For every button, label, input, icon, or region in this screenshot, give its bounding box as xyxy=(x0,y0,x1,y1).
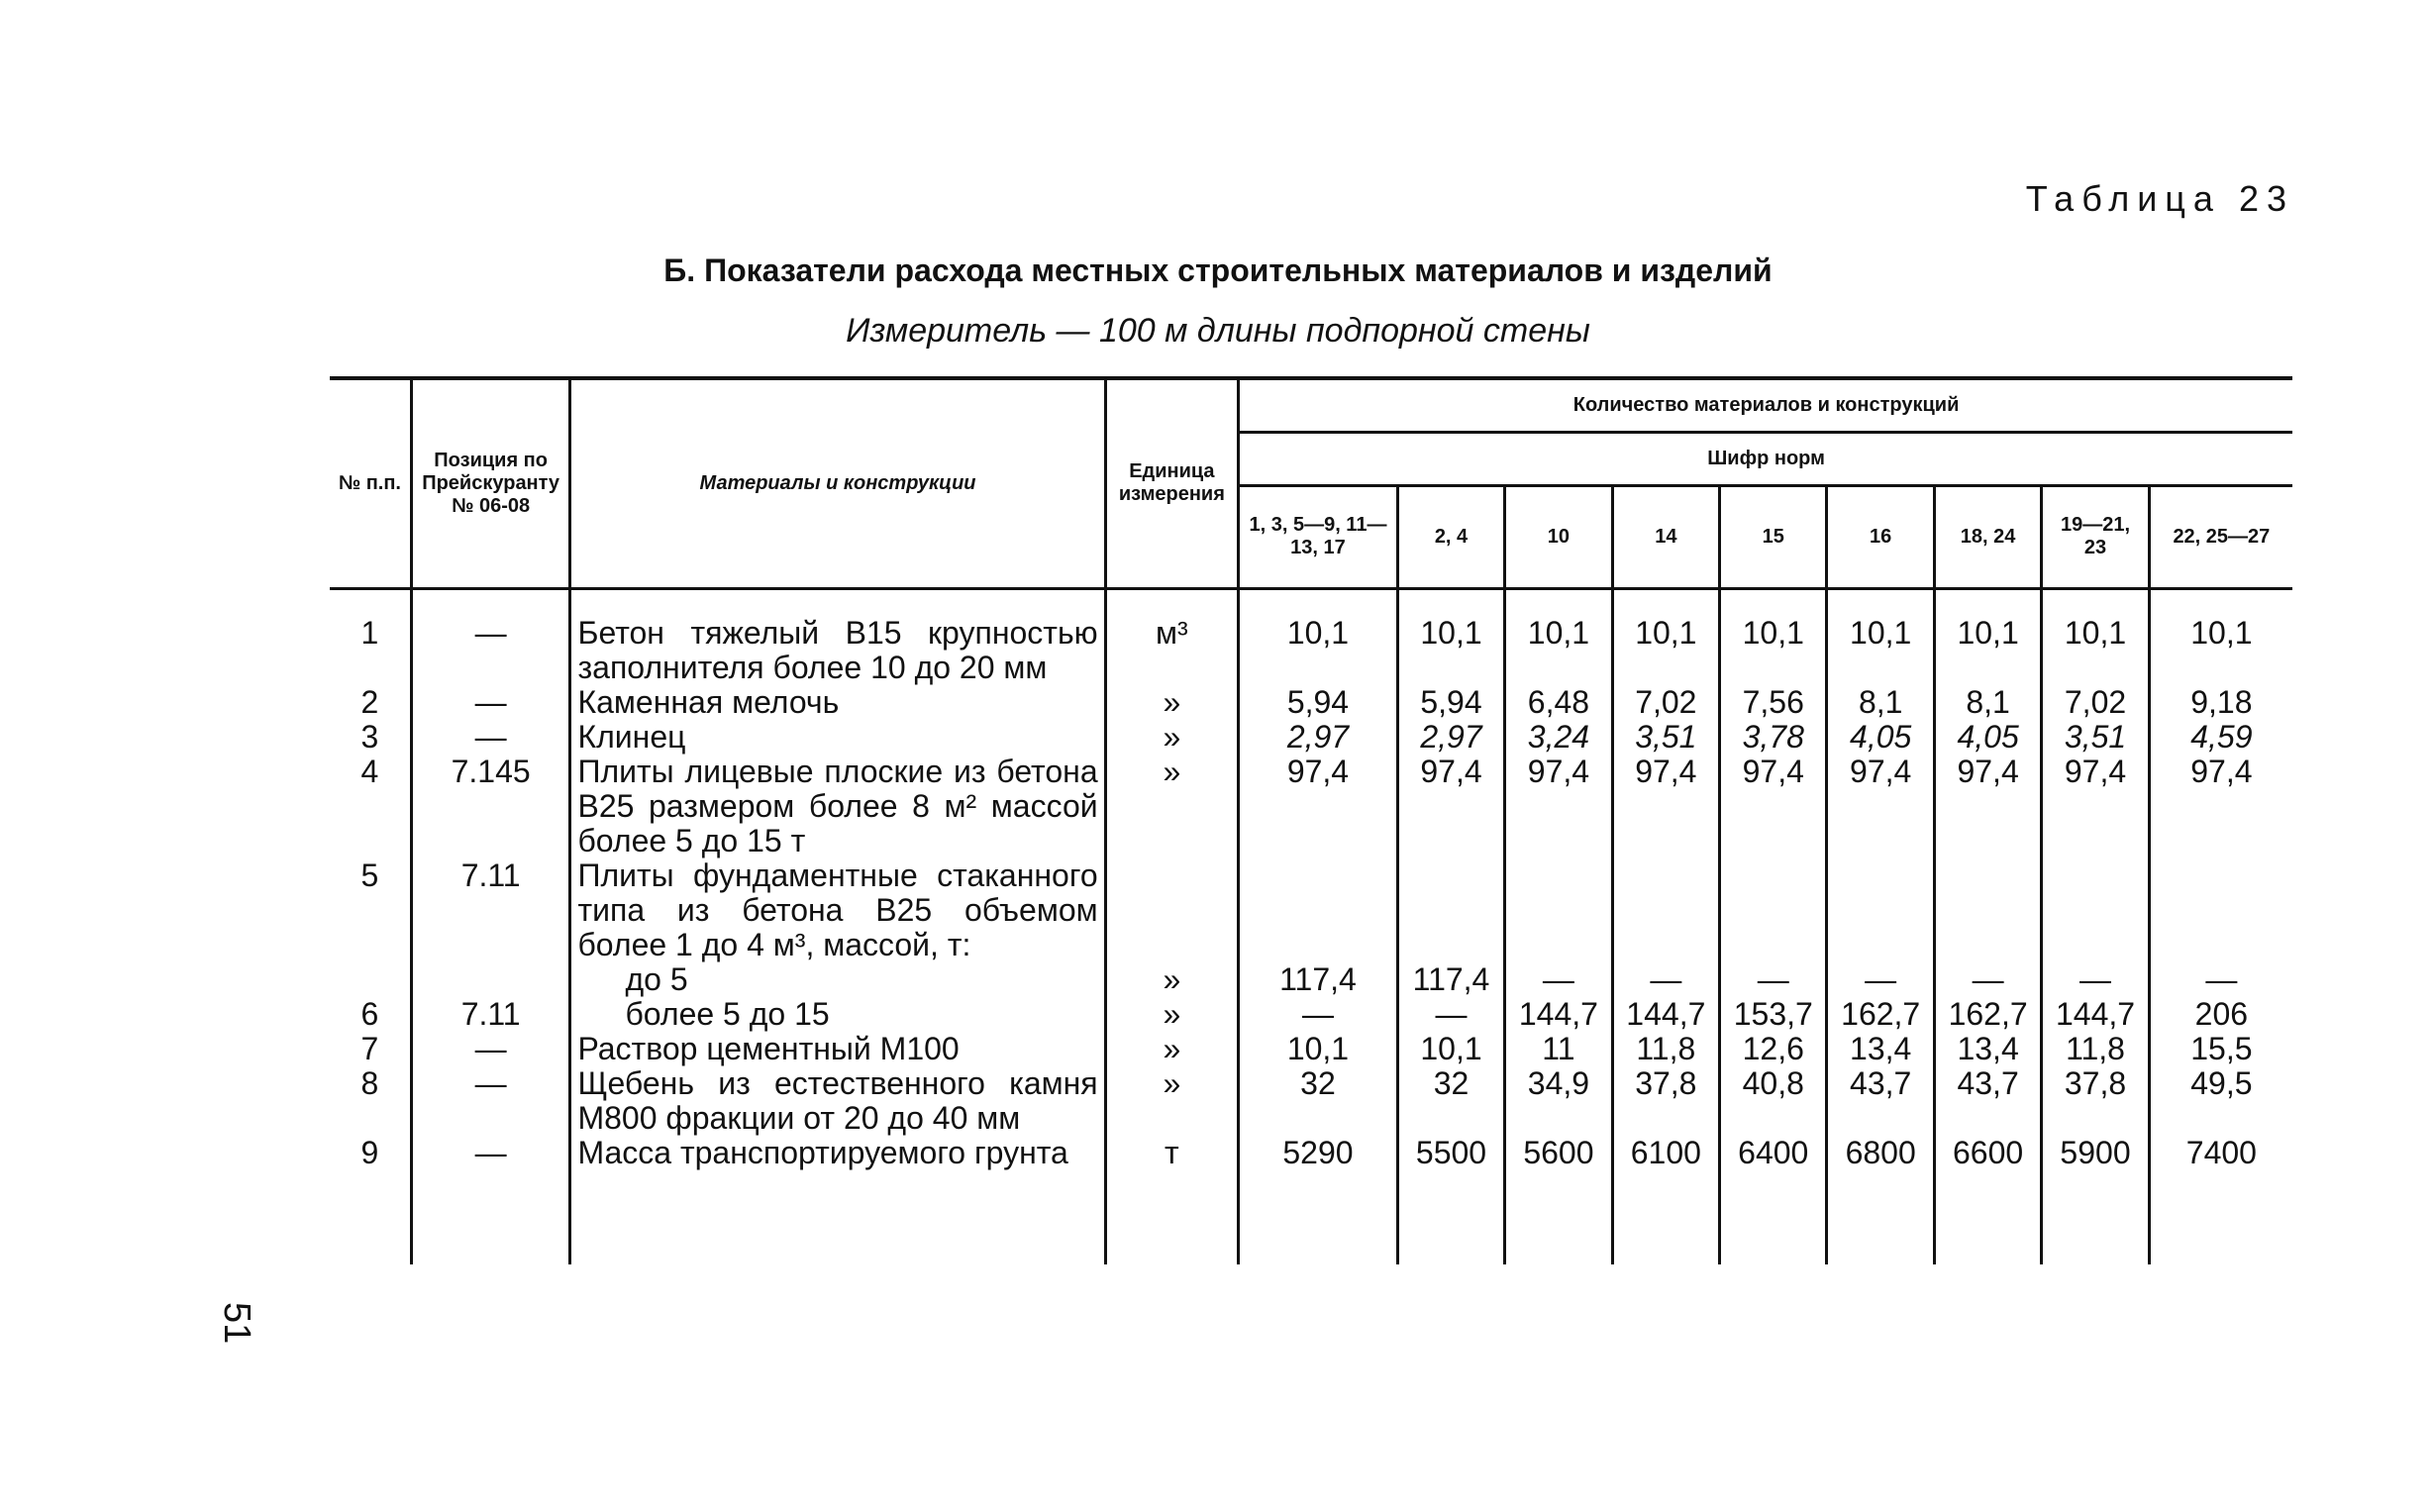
row-value: 32 xyxy=(1239,1066,1398,1136)
row-value xyxy=(2042,858,2149,962)
row-value: 144,7 xyxy=(1505,997,1612,1032)
row-unit: » xyxy=(1105,997,1239,1032)
row-value xyxy=(1397,858,1504,962)
row-value xyxy=(1934,858,2041,962)
row-value: 7,56 xyxy=(1720,685,1827,720)
row-number: 4 xyxy=(330,755,411,858)
row-unit: т xyxy=(1105,1136,1239,1264)
row-value: 12,6 xyxy=(1720,1032,1827,1066)
row-value: 97,4 xyxy=(2042,755,2149,858)
row-value: 40,8 xyxy=(1720,1066,1827,1136)
row-value: 37,8 xyxy=(1612,1066,1719,1136)
row-value: 97,4 xyxy=(2149,755,2292,858)
row-number: 1 xyxy=(330,588,411,685)
row-value: 6,48 xyxy=(1505,685,1612,720)
row-position xyxy=(411,962,570,997)
row-value: 3,51 xyxy=(2042,720,2149,755)
header-position: Позиция по Прейскуранту № 06-08 xyxy=(411,378,570,588)
header-code: 22, 25—27 xyxy=(2149,485,2292,588)
row-position: — xyxy=(411,1032,570,1066)
row-position: 7.11 xyxy=(411,858,570,962)
row-value: — xyxy=(2149,962,2292,997)
row-value: 5900 xyxy=(2042,1136,2149,1264)
table-row xyxy=(330,720,2292,755)
row-unit: м³ xyxy=(1105,588,1239,685)
row-value: 32 xyxy=(1397,1066,1504,1136)
row-number xyxy=(330,962,411,997)
header-materials: Материалы и конструкции xyxy=(570,378,1105,588)
row-material: до 5 xyxy=(570,962,1105,997)
row-number: 6 xyxy=(330,997,411,1032)
row-value: — xyxy=(1612,962,1719,997)
row-value: 7400 xyxy=(2149,1136,2292,1264)
header-code: 10 xyxy=(1505,485,1612,588)
row-value: 97,4 xyxy=(1505,755,1612,858)
row-value: — xyxy=(1934,962,2041,997)
row-value: 6400 xyxy=(1720,1136,1827,1264)
row-value: 10,1 xyxy=(2149,588,2292,685)
row-value: 3,78 xyxy=(1720,720,1827,755)
header-code: 16 xyxy=(1827,485,1934,588)
row-value: 10,1 xyxy=(1934,588,2041,685)
row-value: 5290 xyxy=(1239,1136,1398,1264)
row-value: 5,94 xyxy=(1239,685,1398,720)
row-value: — xyxy=(1397,997,1504,1032)
row-value: 206 xyxy=(2149,997,2292,1032)
row-value: 162,7 xyxy=(1827,997,1934,1032)
row-value: 13,4 xyxy=(1827,1032,1934,1066)
row-material: Масса транспортируемого грунта xyxy=(570,1136,1105,1264)
table-row xyxy=(330,1066,2292,1136)
header-num: № п.п. xyxy=(330,378,411,588)
row-value: 7,02 xyxy=(2042,685,2149,720)
row-material: более 5 до 15 xyxy=(570,997,1105,1032)
row-value: 5,94 xyxy=(1397,685,1504,720)
row-value: 2,97 xyxy=(1397,720,1504,755)
row-value: 15,5 xyxy=(2149,1032,2292,1066)
row-unit: » xyxy=(1105,962,1239,997)
row-value: 7,02 xyxy=(1612,685,1719,720)
row-number: 8 xyxy=(330,1066,411,1136)
row-value: 37,8 xyxy=(2042,1066,2149,1136)
row-value xyxy=(1612,858,1719,962)
row-value: 5500 xyxy=(1397,1136,1504,1264)
row-value: 10,1 xyxy=(1612,588,1719,685)
row-position: 7.145 xyxy=(411,755,570,858)
row-value: 11 xyxy=(1505,1032,1612,1066)
row-unit: » xyxy=(1105,755,1239,858)
row-value: — xyxy=(1827,962,1934,997)
row-material: Плиты лицевые плоские из бетона В25 размером более 8 м² массой более 5 до 15 т xyxy=(570,755,1105,858)
table-row xyxy=(330,858,2292,962)
row-value: 9,18 xyxy=(2149,685,2292,720)
header-code: 19—21, 23 xyxy=(2042,485,2149,588)
row-value xyxy=(1505,858,1612,962)
materials-table xyxy=(330,376,2292,1264)
row-value: 153,7 xyxy=(1720,997,1827,1032)
row-value: 97,4 xyxy=(1239,755,1398,858)
header-code: 18, 24 xyxy=(1934,485,2041,588)
row-value: 43,7 xyxy=(1827,1066,1934,1136)
header-code: 15 xyxy=(1720,485,1827,588)
row-number: 7 xyxy=(330,1032,411,1066)
row-unit: » xyxy=(1105,720,1239,755)
row-material: Плиты фундаментные стаканного типа из бетона В25 объемом более 1 до 4 м³, массой, т: xyxy=(570,858,1105,962)
row-value: 3,24 xyxy=(1505,720,1612,755)
header-cipher: Шифр норм xyxy=(1239,432,2292,485)
row-unit: » xyxy=(1105,685,1239,720)
row-unit: » xyxy=(1105,1066,1239,1136)
row-value: 10,1 xyxy=(1239,588,1398,685)
header-code: 14 xyxy=(1612,485,1719,588)
row-value: 10,1 xyxy=(1397,1032,1504,1066)
row-value: 97,4 xyxy=(1397,755,1504,858)
row-value: 162,7 xyxy=(1934,997,2041,1032)
row-value: — xyxy=(1720,962,1827,997)
page-number: 51 xyxy=(216,1302,257,1345)
row-position: — xyxy=(411,1136,570,1264)
row-value: 4,59 xyxy=(2149,720,2292,755)
header-unit: Единица измерения xyxy=(1105,378,1239,588)
row-value: 97,4 xyxy=(1827,755,1934,858)
row-value: 8,1 xyxy=(1934,685,2041,720)
table-row xyxy=(330,997,2292,1032)
row-material: Каменная мелочь xyxy=(570,685,1105,720)
table-row xyxy=(330,1032,2292,1066)
table-label: Таблица 23 xyxy=(2025,178,2294,219)
row-number: 5 xyxy=(330,858,411,962)
row-value xyxy=(1239,858,1398,962)
table-row xyxy=(330,1136,2292,1264)
row-value: 10,1 xyxy=(1720,588,1827,685)
row-value xyxy=(2149,858,2292,962)
row-value: — xyxy=(2042,962,2149,997)
row-material: Клинец xyxy=(570,720,1105,755)
row-value: 11,8 xyxy=(2042,1032,2149,1066)
row-value: 97,4 xyxy=(1720,755,1827,858)
table-title: Б. Показатели расхода местных строительных материалов и изделий xyxy=(663,252,1773,288)
row-value: 4,05 xyxy=(1827,720,1934,755)
row-value: 10,1 xyxy=(2042,588,2149,685)
row-position: — xyxy=(411,588,570,685)
row-value: 11,8 xyxy=(1612,1032,1719,1066)
row-number: 9 xyxy=(330,1136,411,1264)
row-material: Раствор цементный М100 xyxy=(570,1032,1105,1066)
row-value: 117,4 xyxy=(1239,962,1398,997)
header-code: 2, 4 xyxy=(1397,485,1504,588)
row-unit xyxy=(1105,858,1239,962)
row-value: 2,97 xyxy=(1239,720,1398,755)
table-row xyxy=(330,962,2292,997)
row-value: 10,1 xyxy=(1397,588,1504,685)
row-value: 10,1 xyxy=(1239,1032,1398,1066)
row-number: 3 xyxy=(330,720,411,755)
row-value: 6800 xyxy=(1827,1136,1934,1264)
row-value: 34,9 xyxy=(1505,1066,1612,1136)
row-material: Бетон тяжелый В15 крупностью заполнителя более 10 до 20 мм xyxy=(570,588,1105,685)
row-value: 10,1 xyxy=(1827,588,1934,685)
row-value: 13,4 xyxy=(1934,1032,2041,1066)
row-value: 6600 xyxy=(1934,1136,2041,1264)
row-value: 144,7 xyxy=(1612,997,1719,1032)
table-row xyxy=(330,755,2292,858)
row-value: 3,51 xyxy=(1612,720,1719,755)
table-row xyxy=(330,588,2292,685)
row-value: 117,4 xyxy=(1397,962,1504,997)
row-position: 7.11 xyxy=(411,997,570,1032)
row-material: Щебень из естественного камня М800 фракции от 20 до 40 мм xyxy=(570,1066,1105,1136)
row-value: 97,4 xyxy=(1612,755,1719,858)
row-value: — xyxy=(1239,997,1398,1032)
row-position: — xyxy=(411,685,570,720)
row-position: — xyxy=(411,1066,570,1136)
row-value xyxy=(1720,858,1827,962)
table-subtitle: Измеритель — 100 м длины подпорной стены xyxy=(846,312,1590,350)
row-value: 6100 xyxy=(1612,1136,1719,1264)
row-value: 97,4 xyxy=(1934,755,2041,858)
row-value: 144,7 xyxy=(2042,997,2149,1032)
row-value: 10,1 xyxy=(1505,588,1612,685)
row-value: 49,5 xyxy=(2149,1066,2292,1136)
row-value: 4,05 xyxy=(1934,720,2041,755)
row-value: — xyxy=(1505,962,1612,997)
row-value: 43,7 xyxy=(1934,1066,2041,1136)
row-number: 2 xyxy=(330,685,411,720)
header-code: 1, 3, 5—9, 11—13, 17 xyxy=(1239,485,1398,588)
row-position: — xyxy=(411,720,570,755)
table-body xyxy=(330,588,2292,1264)
row-unit: » xyxy=(1105,1032,1239,1066)
header-quantity: Количество материалов и конструкций xyxy=(1239,378,2292,432)
row-value: 8,1 xyxy=(1827,685,1934,720)
row-value: 5600 xyxy=(1505,1136,1612,1264)
row-value xyxy=(1827,858,1934,962)
table-row xyxy=(330,685,2292,720)
